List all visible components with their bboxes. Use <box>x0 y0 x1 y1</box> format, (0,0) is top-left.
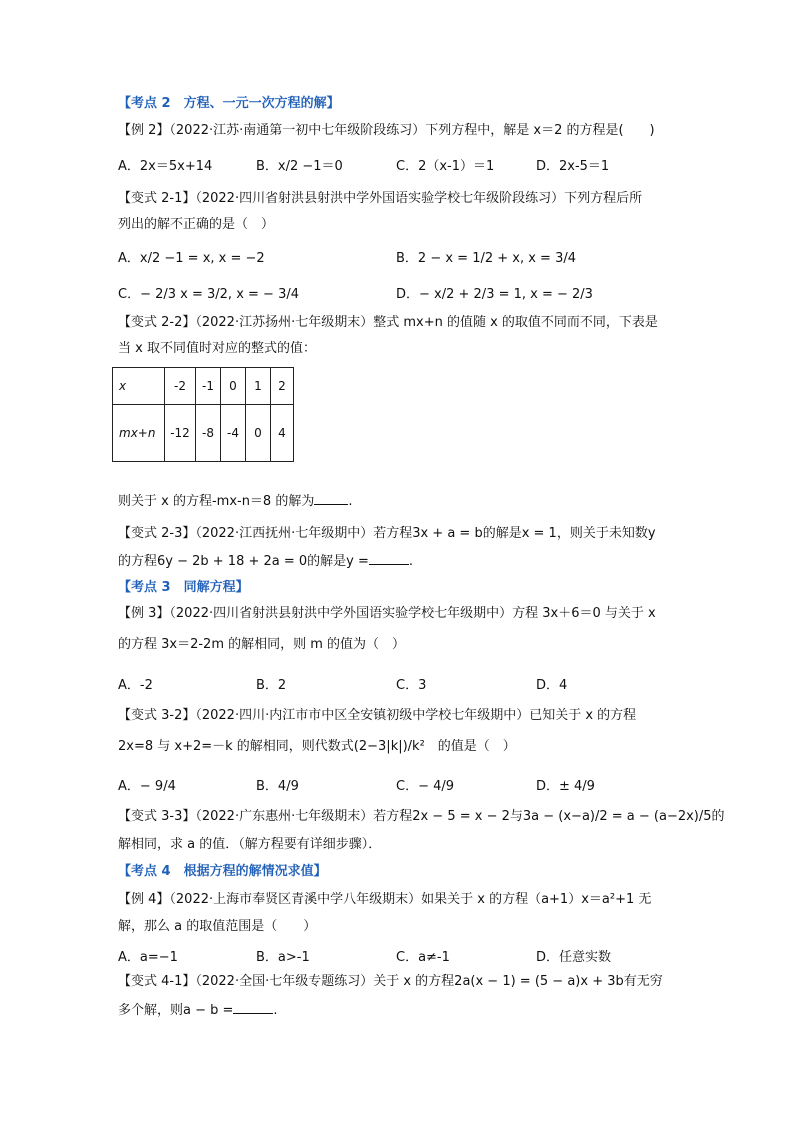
option-a: A．2x＝5x+14 <box>118 159 213 174</box>
example-2-stem: 【例 2】（2022·江苏·南通第一初中七年级阶段练习）下列方程中，解是 x＝2 的方程是( ) <box>118 123 655 138</box>
table-cell: x <box>113 368 165 405</box>
variant-2-1-stem-line2: 列出的解不正确的是（ ） <box>118 217 275 232</box>
value-table <box>112 367 294 462</box>
example-2-options <box>118 155 678 175</box>
example-4-stem-line2: 解，那么 a 的取值范围是（ ） <box>118 919 317 934</box>
example-4-options <box>118 946 678 966</box>
option-b: B．2 − x = 1/2 + x, x = 3/4 <box>396 251 577 266</box>
option-a: A．x/2 −1 = x, x = −2 <box>118 251 265 266</box>
variant-2-1-options-row1 <box>118 247 678 267</box>
section-heading-2: 【考点 2 方程、一元一次方程的解】 <box>118 96 340 111</box>
variant-2-3-stem-line1: 【变式 2-3】（2022·江西抚州·七年级期中）若方程3x + a = b的解是x = 1，则关于未知数y <box>118 526 656 541</box>
table-cell: 0 <box>221 368 246 405</box>
section-heading-3: 【考点 3 同解方程】 <box>118 580 249 595</box>
option-a: A．a=−1 <box>118 950 178 965</box>
option-b: B．a>-1 <box>256 950 310 965</box>
example-4-stem-line1: 【例 4】（2022·上海市奉贤区青溪中学八年级期末）如果关于 x 的方程（a+1）x＝a²+1 无 <box>118 892 652 907</box>
variant-2-2-stem-line1: 【变式 2-2】（2022·江苏扬州·七年级期末）整式 mx+n 的值随 x 的取值不同而不同，下表是 <box>118 315 658 330</box>
variant-3-3-stem-line1: 【变式 3-3】（2022·广东惠州·七年级期末）若方程2x − 5 = x − 2与3a − (x−a)/2 = a − (a−2x)/5的 <box>118 809 725 824</box>
variant-3-3-stem-line2: 解相同，求 a 的值．（解方程要有详细步骤）． <box>118 837 382 852</box>
variant-4-1-stem-line2 <box>118 1001 278 1020</box>
variant-3-2-stem-line2: 2x=8 与 x+2=－k 的解相同，则代数式(2−3|k|)/k² 的值是（ ） <box>118 739 516 754</box>
table-cell: 2 <box>271 368 294 405</box>
answer-blank[interactable] <box>233 1001 273 1014</box>
table-row <box>113 405 294 462</box>
table-cell: -8 <box>196 405 221 462</box>
option-d: D．− x/2 + 2/3 = 1, x = − 2/3 <box>396 287 593 302</box>
option-c: C．2（x-1）＝1 <box>396 159 495 174</box>
option-b: B．4/9 <box>256 779 299 794</box>
table-cell: -4 <box>221 405 246 462</box>
option-d: D．4 <box>536 678 568 693</box>
table-cell: -1 <box>196 368 221 405</box>
option-c: C．3 <box>396 678 427 693</box>
question-text: 的方程6y − 2b + 18 + 2a = 0的解是y = <box>118 554 369 569</box>
table-cell: 1 <box>246 368 271 405</box>
option-a: A．-2 <box>118 678 153 693</box>
variant-2-2-question <box>118 492 352 511</box>
variant-3-2-stem-line1: 【变式 3-2】（2022·四川·内江市市中区全安镇初级中学校七年级期中）已知关于 x 的方程 <box>118 708 637 723</box>
table-cell: -12 <box>165 405 196 462</box>
variant-2-3-stem-line2 <box>118 552 413 571</box>
option-a: A．− 9/4 <box>118 779 176 794</box>
table-cell: -2 <box>165 368 196 405</box>
variant-2-1-stem-line1: 【变式 2-1】（2022·四川省射洪县射洪中学外国语实验学校七年级阶段练习）下列方程后所 <box>118 191 643 206</box>
option-d: D．± 4/9 <box>536 779 595 794</box>
answer-blank[interactable] <box>369 552 409 565</box>
variant-4-1-stem-line1: 【变式 4-1】（2022·全国·七年级专题练习）关于 x 的方程2a(x − 1) = (5 − a)x + 3b有无穷 <box>118 974 663 989</box>
question-end: . <box>348 494 353 509</box>
table-cell: mx+n <box>113 405 165 462</box>
variant-2-1-options-row2 <box>118 283 678 303</box>
example-3-options <box>118 674 678 694</box>
question-text: 则关于 x 的方程-mx-n＝8 的解为 <box>118 494 315 509</box>
option-d: D．2x-5＝1 <box>536 159 610 174</box>
option-d: D．任意实数 <box>536 950 612 965</box>
option-b: B．x/2 −1＝0 <box>256 159 343 174</box>
answer-blank[interactable] <box>314 492 348 505</box>
variant-3-2-options <box>118 775 678 795</box>
option-c: C．− 2/3 x = 3/2, x = − 3/4 <box>118 287 299 302</box>
question-end: . <box>408 554 414 569</box>
section-heading-4: 【考点 4 根据方程的解情况求值】 <box>118 864 327 879</box>
question-end: . <box>273 1003 278 1018</box>
table-cell: 0 <box>246 405 271 462</box>
variant-2-2-stem-line2: 当 x 取不同值时对应的整式的值： <box>118 341 316 356</box>
table-cell: 4 <box>271 405 294 462</box>
option-b: B．2 <box>256 678 287 693</box>
option-c: C．a≠-1 <box>396 950 450 965</box>
table-row <box>113 368 294 405</box>
example-3-stem-line2: 的方程 3x＝2-2m 的解相同，则 m 的值为（ ） <box>118 637 406 652</box>
option-c: C．− 4/9 <box>396 779 455 794</box>
example-3-stem-line1: 【例 3】（2022·四川省射洪县射洪中学外国语实验学校七年级期中）方程 3x＋6＝0 与关于 x <box>118 606 656 621</box>
question-text: 多个解，则a − b = <box>118 1003 234 1018</box>
